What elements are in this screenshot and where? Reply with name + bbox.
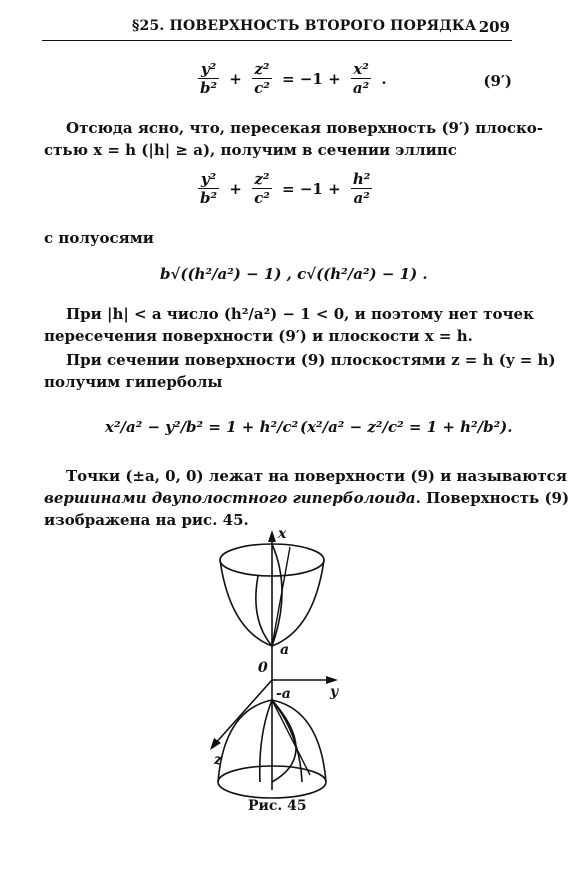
- figure-caption: Рис. 45: [248, 798, 307, 814]
- paragraph1-line1: Отсюда ясно, что, пересекая поверхность (9′) плоско-: [66, 119, 544, 137]
- x-axis-label: x: [278, 526, 287, 542]
- formula-ellipse: $\frac{\text{y²}}{\text{b²}}$ + $\frac{\text{z²}}{\text{c²}}$ = −1 + $\frac{\text{h²}}{\text{a²}}$: [200, 170, 371, 207]
- paragraph1-line2: стью x = h (|h| ≥ a), получим в сечении эллипс: [44, 141, 457, 159]
- paragraph2-line2: пересечения поверхности (9′) и плоскости x = h.: [44, 327, 473, 345]
- paragraph2-line1: При |h| < a число (h²/a²) − 1 < 0, и поэтому нет точек: [66, 305, 534, 323]
- z-axis: [214, 680, 272, 745]
- paragraph4-line1: Точки (±a, 0, 0) лежат на поверхности (9) и называются: [66, 467, 567, 485]
- formula-hyperbola-right: (x²/a² − z²/c² = 1 + h²/b²).: [300, 418, 513, 436]
- italic-term: вершинами двуполостного гиперболоида: [44, 489, 416, 507]
- z-axis-label: z: [214, 752, 222, 768]
- hyperboloid-figure: [180, 520, 380, 820]
- vertex-neg-a-label: -a: [276, 686, 291, 702]
- equation-number: (9′): [483, 72, 512, 90]
- paragraph4-line3: изображена на рис. 45.: [44, 511, 249, 529]
- paragraph3-line2: получим гиперболы: [44, 373, 223, 391]
- semi-axes-label: с полуосями: [44, 229, 154, 247]
- paragraph4-line2: вершинами двуполостного гиперболоида. Поверхность (9): [44, 489, 570, 507]
- formula-semi-axes: b√((h²/a²) − 1) , c√((h²/a²) − 1) .: [160, 265, 428, 283]
- origin-label: 0: [258, 660, 268, 676]
- formula-hyperbola-left: x²/a² − y²/b² = 1 + h²/c²: [105, 418, 299, 436]
- y-axis-label: y: [330, 684, 339, 700]
- page-number: 209: [478, 18, 510, 36]
- formula-9-prime: $\frac{\text{y²}}{\text{b²}}$ + $\frac{\text{z²}}{\text{c²}}$ = −1 + $\frac{\text{x²}}{\text{a²}}$ .: [200, 60, 387, 97]
- running-header: [42, 14, 512, 41]
- paragraph3-line1: При сечении поверхности (9) плоскостями z = h (y = h): [66, 351, 556, 369]
- vertex-a-label: a: [280, 642, 290, 658]
- header-title: §25. ПОВЕРХНОСТЬ ВТОРОГО ПОРЯДКА: [132, 18, 477, 34]
